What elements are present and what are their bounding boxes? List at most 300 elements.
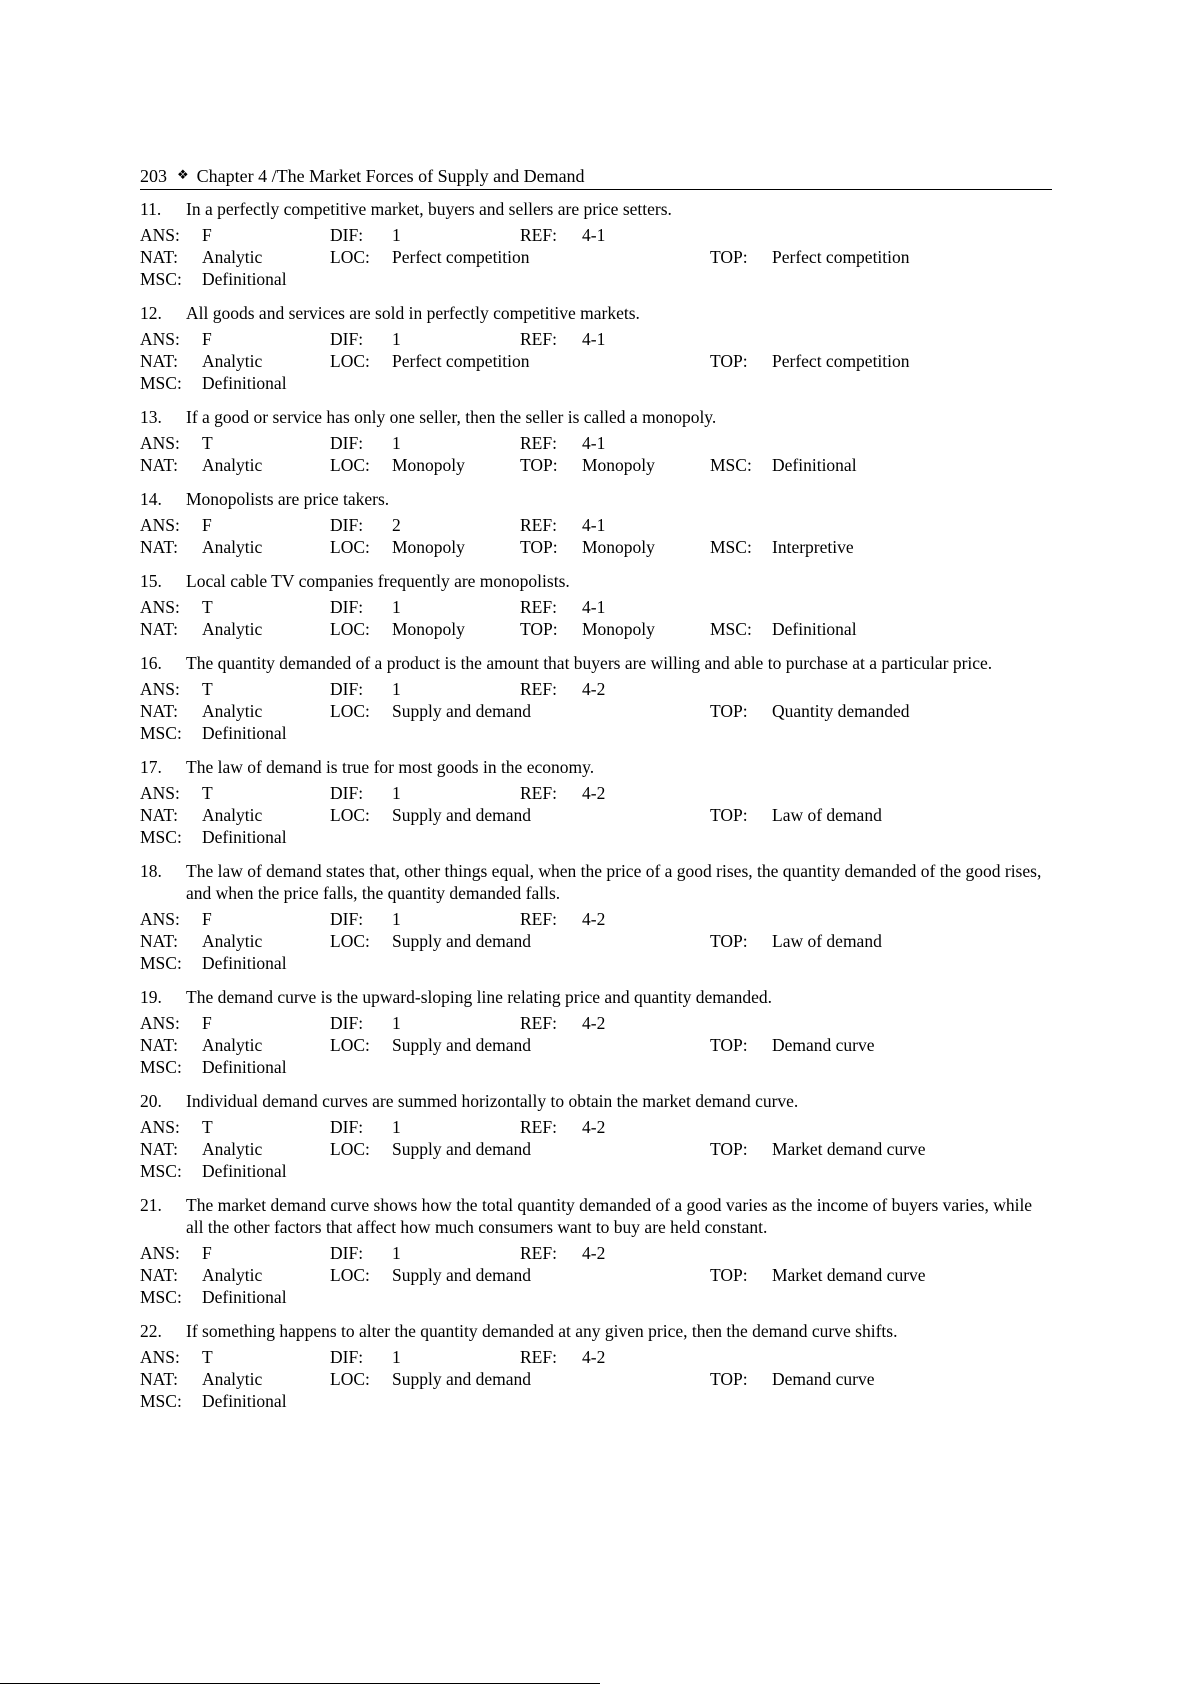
question-line [140,488,1052,510]
meta-value: Analytic [202,247,263,267]
meta-row-classification [140,536,1052,558]
meta-label: ANS: [140,909,180,929]
question-text: The law of demand states that, other things equal, when the price of a good rises, the quantity demanded of the good rises, and when the price falls, the quantity demanded falls. [186,861,1042,903]
meta-label: LOC: [330,351,370,371]
question-number: 18. [140,861,162,881]
question-text: In a perfectly competitive market, buyers and sellers are price setters. [186,199,672,219]
meta-row-answer [140,328,1052,350]
meta-loc [330,536,520,558]
meta-value: Definitional [202,1287,287,1307]
meta-ref [520,432,710,454]
meta-dif [330,596,520,618]
meta-label: DIF: [330,783,364,803]
meta-label: DIF: [330,515,364,535]
meta-label: LOC: [330,701,370,721]
meta-row-classification [140,930,1052,952]
question-item [140,1090,1052,1182]
meta-label: MSC: [710,455,752,475]
meta-value: 1 [392,679,401,699]
meta-value: 4-2 [582,1013,606,1033]
meta-top [520,536,710,558]
meta-top [710,700,1052,722]
meta-label: DIF: [330,1347,364,1367]
meta-value: 4-2 [582,909,606,929]
question-item [140,860,1052,974]
meta-nat [140,618,330,640]
question-line [140,198,1052,220]
meta-row-classification [140,700,1052,722]
meta-row-classification [140,1368,1052,1390]
meta-ans [140,678,330,700]
meta-label: ANS: [140,1117,180,1137]
page-number: 203 [140,166,167,186]
question-text: The quantity demanded of a product is the amount that buyers are willing and able to purchase at a particular price. [186,653,993,673]
meta-loc [330,350,710,372]
meta-value: Demand curve [772,1369,875,1389]
meta-label: DIF: [330,225,364,245]
meta-label: NAT: [140,537,179,557]
question-number: 14. [140,489,162,509]
meta-value: 1 [392,1117,401,1137]
meta-value: Analytic [202,351,263,371]
meta-top [710,246,1052,268]
meta-label: ANS: [140,1013,180,1033]
meta-value: 4-1 [582,225,606,245]
meta-value: Supply and demand [392,1035,532,1055]
meta-value: 1 [392,1243,401,1263]
question-item [140,488,1052,558]
meta-value: Monopoly [392,537,465,557]
meta-value: 4-2 [582,783,606,803]
question-line [140,1194,1052,1238]
question-list [140,198,1052,1424]
meta-value: T [202,1117,213,1137]
meta-value: 4-2 [582,1243,606,1263]
meta-row-msc [140,952,1052,974]
question-item [140,570,1052,640]
meta-top [710,1368,1052,1390]
meta-label: LOC: [330,537,370,557]
meta-dif [330,224,520,246]
meta-row-msc [140,268,1052,290]
meta-label: LOC: [330,1035,370,1055]
meta-value: Analytic [202,1369,263,1389]
question-line [140,302,1052,324]
meta-label: TOP: [710,805,748,825]
meta-value: Analytic [202,1265,263,1285]
meta-label: MSC: [140,723,182,743]
meta-value: Supply and demand [392,931,532,951]
meta-loc [330,930,710,952]
meta-label: MSC: [140,1287,182,1307]
meta-label: NAT: [140,805,179,825]
meta-loc [330,618,520,640]
question-item [140,198,1052,290]
meta-row-classification [140,246,1052,268]
meta-ref [520,782,710,804]
meta-label: ANS: [140,1347,180,1367]
meta-msc [710,454,1052,476]
meta-label: MSC: [140,1057,182,1077]
meta-msc [140,1390,330,1412]
meta-loc [330,454,520,476]
meta-ans [140,1346,330,1368]
meta-value: T [202,783,213,803]
meta-label: TOP: [710,1035,748,1055]
meta-label: REF: [520,597,557,617]
meta-row-classification [140,1034,1052,1056]
meta-row-answer [140,432,1052,454]
meta-label: NAT: [140,351,179,371]
meta-row-classification [140,1264,1052,1286]
meta-msc [140,372,330,394]
meta-value: Analytic [202,619,263,639]
meta-label: LOC: [330,247,370,267]
meta-label: REF: [520,1013,557,1033]
question-line [140,1320,1052,1342]
meta-label: MSC: [140,827,182,847]
meta-nat [140,1264,330,1286]
question-text: If something happens to alter the quantity demanded at any given price, then the demand curve shifts. [186,1321,898,1341]
meta-value: Perfect competition [392,351,530,371]
question-item [140,302,1052,394]
meta-value: 4-2 [582,679,606,699]
meta-row-answer [140,596,1052,618]
meta-value: Law of demand [772,805,882,825]
meta-ans [140,782,330,804]
meta-ans [140,596,330,618]
chapter-title: Chapter 4 /The Market Forces of Supply and Demand [196,166,585,186]
meta-label: ANS: [140,515,180,535]
meta-value: Market demand curve [772,1265,926,1285]
meta-row-answer [140,678,1052,700]
meta-ans [140,1116,330,1138]
meta-row-answer [140,1242,1052,1264]
meta-nat [140,700,330,722]
meta-value: 2 [392,515,401,535]
meta-loc [330,804,710,826]
meta-dif [330,1346,520,1368]
meta-msc [140,826,330,848]
meta-row-msc [140,722,1052,744]
meta-dif [330,1242,520,1264]
meta-row-classification [140,618,1052,640]
meta-label: DIF: [330,433,364,453]
question-text: If a good or service has only one seller, then the seller is called a monopoly. [186,407,717,427]
meta-value: Monopoly [582,537,655,557]
meta-value: Interpretive [772,537,854,557]
question-text: Monopolists are price takers. [186,489,390,509]
question-text: Local cable TV companies frequently are monopolists. [186,571,570,591]
meta-dif [330,782,520,804]
meta-nat [140,246,330,268]
meta-label: NAT: [140,1139,179,1159]
meta-value: Monopoly [392,619,465,639]
meta-label: NAT: [140,455,179,475]
meta-dif [330,328,520,350]
meta-value: 4-2 [582,1117,606,1137]
meta-value: Analytic [202,1035,263,1055]
meta-label: DIF: [330,679,364,699]
meta-value: Analytic [202,1139,263,1159]
meta-value: Monopoly [392,455,465,475]
meta-ans [140,1242,330,1264]
meta-label: DIF: [330,1243,364,1263]
meta-value: Demand curve [772,1035,875,1055]
meta-row-msc [140,826,1052,848]
meta-label: ANS: [140,783,180,803]
meta-ref [520,514,710,536]
meta-value: Quantity demanded [772,701,910,721]
meta-top [710,1138,1052,1160]
meta-ref [520,224,710,246]
meta-label: NAT: [140,247,179,267]
meta-label: TOP: [520,537,558,557]
meta-label: ANS: [140,225,180,245]
question-number: 11. [140,199,162,219]
meta-value: Analytic [202,537,263,557]
meta-value: Law of demand [772,931,882,951]
meta-ans [140,1012,330,1034]
meta-label: LOC: [330,805,370,825]
meta-value: Perfect competition [772,351,910,371]
meta-label: NAT: [140,931,179,951]
question-line [140,756,1052,778]
meta-dif [330,908,520,930]
meta-nat [140,1138,330,1160]
meta-value: F [202,515,212,535]
meta-row-answer [140,514,1052,536]
meta-msc [710,536,1052,558]
meta-msc [140,1056,330,1078]
meta-row-msc [140,1056,1052,1078]
meta-label: TOP: [710,247,748,267]
meta-value: Perfect competition [772,247,910,267]
meta-value: Analytic [202,805,263,825]
meta-row-classification [140,350,1052,372]
diamond-bullet-icon: ❖ [177,167,189,182]
meta-row-classification [140,804,1052,826]
meta-label: REF: [520,225,557,245]
meta-value: Monopoly [582,455,655,475]
meta-label: REF: [520,909,557,929]
meta-nat [140,1034,330,1056]
meta-label: TOP: [710,1265,748,1285]
meta-value: F [202,1243,212,1263]
question-text: The market demand curve shows how the total quantity demanded of a good varies as the income of buyers varies, while all the other factors that affect how much consumers want to buy are held constant. [186,1195,1033,1237]
meta-row-answer [140,782,1052,804]
meta-nat [140,1368,330,1390]
meta-nat [140,536,330,558]
meta-label: REF: [520,1243,557,1263]
meta-ans [140,224,330,246]
question-number: 15. [140,571,162,591]
meta-value: 1 [392,225,401,245]
question-item [140,1194,1052,1308]
meta-ref [520,908,710,930]
meta-label: REF: [520,1347,557,1367]
meta-msc [140,1286,330,1308]
meta-label: REF: [520,329,557,349]
meta-value: 4-1 [582,597,606,617]
meta-top [710,1034,1052,1056]
meta-value: Analytic [202,455,263,475]
meta-row-answer [140,908,1052,930]
meta-label: NAT: [140,1265,179,1285]
meta-value: Definitional [202,953,287,973]
meta-top [710,350,1052,372]
meta-value: Definitional [202,269,287,289]
meta-value: 4-1 [582,433,606,453]
meta-label: REF: [520,783,557,803]
meta-ref [520,1346,710,1368]
meta-value: Supply and demand [392,805,532,825]
meta-value: Definitional [202,1391,287,1411]
meta-label: LOC: [330,619,370,639]
meta-ans [140,328,330,350]
meta-value: Definitional [772,455,857,475]
meta-nat [140,350,330,372]
meta-label: LOC: [330,1139,370,1159]
meta-loc [330,1034,710,1056]
meta-label: TOP: [520,619,558,639]
meta-value: 4-1 [582,329,606,349]
question-number: 13. [140,407,162,427]
meta-top [520,618,710,640]
meta-msc [710,618,1052,640]
meta-ans [140,432,330,454]
meta-ref [520,596,710,618]
meta-label: MSC: [140,269,182,289]
question-line [140,1090,1052,1112]
meta-value: Perfect competition [392,247,530,267]
question-line [140,986,1052,1008]
meta-value: T [202,1347,213,1367]
meta-value: Definitional [772,619,857,639]
meta-value: 4-1 [582,515,606,535]
meta-label: TOP: [710,351,748,371]
meta-value: 1 [392,329,401,349]
meta-value: Definitional [202,723,287,743]
meta-msc [140,952,330,974]
question-number: 12. [140,303,162,323]
question-number: 21. [140,1195,162,1215]
meta-value: F [202,1013,212,1033]
meta-loc [330,1138,710,1160]
meta-label: DIF: [330,329,364,349]
meta-value: Analytic [202,931,263,951]
meta-label: TOP: [710,1369,748,1389]
question-number: 16. [140,653,162,673]
meta-value: Definitional [202,1161,287,1181]
meta-value: 1 [392,1347,401,1367]
meta-value: Supply and demand [392,1265,532,1285]
meta-value: F [202,909,212,929]
meta-label: DIF: [330,909,364,929]
meta-value: T [202,679,213,699]
meta-ref [520,328,710,350]
meta-nat [140,930,330,952]
meta-top [710,930,1052,952]
meta-msc [140,722,330,744]
meta-value: Monopoly [582,619,655,639]
meta-label: TOP: [710,931,748,951]
meta-label: MSC: [710,619,752,639]
meta-ref [520,1012,710,1034]
meta-value: 1 [392,597,401,617]
meta-label: DIF: [330,597,364,617]
meta-label: ANS: [140,679,180,699]
question-text: The demand curve is the upward-sloping line relating price and quantity demanded. [186,987,773,1007]
meta-ans [140,514,330,536]
meta-label: LOC: [330,931,370,951]
meta-label: MSC: [140,953,182,973]
question-text: Individual demand curves are summed horizontally to obtain the market demand curve. [186,1091,799,1111]
question-number: 19. [140,987,162,1007]
meta-msc [140,1160,330,1182]
meta-value: Definitional [202,1057,287,1077]
meta-row-answer [140,1012,1052,1034]
question-text: The law of demand is true for most goods in the economy. [186,757,595,777]
meta-label: REF: [520,679,557,699]
question-text: All goods and services are sold in perfectly competitive markets. [186,303,640,323]
meta-label: REF: [520,433,557,453]
question-line [140,860,1052,904]
meta-label: ANS: [140,433,180,453]
meta-dif [330,432,520,454]
meta-label: LOC: [330,1265,370,1285]
question-item [140,756,1052,848]
meta-value: Analytic [202,701,263,721]
meta-value: 4-2 [582,1347,606,1367]
meta-loc [330,1368,710,1390]
meta-label: REF: [520,515,557,535]
meta-nat [140,804,330,826]
meta-value: F [202,225,212,245]
meta-value: Supply and demand [392,1369,532,1389]
meta-top [710,804,1052,826]
meta-label: NAT: [140,619,179,639]
meta-ref [520,1116,710,1138]
meta-label: TOP: [520,455,558,475]
meta-value: Market demand curve [772,1139,926,1159]
meta-label: LOC: [330,455,370,475]
meta-row-answer [140,1346,1052,1368]
meta-row-msc [140,1390,1052,1412]
meta-row-answer [140,224,1052,246]
meta-loc [330,1264,710,1286]
meta-value: 1 [392,909,401,929]
question-item [140,406,1052,476]
meta-label: TOP: [710,1139,748,1159]
meta-msc [140,268,330,290]
meta-label: ANS: [140,329,180,349]
footer-rule [0,1683,600,1684]
meta-row-msc [140,1286,1052,1308]
meta-nat [140,454,330,476]
meta-dif [330,514,520,536]
meta-label: MSC: [140,1391,182,1411]
meta-loc [330,246,710,268]
meta-label: DIF: [330,1117,364,1137]
meta-row-classification [140,454,1052,476]
meta-label: REF: [520,1117,557,1137]
page-header [140,166,1052,190]
meta-row-answer [140,1116,1052,1138]
meta-label: NAT: [140,1035,179,1055]
meta-label: NAT: [140,701,179,721]
question-item [140,652,1052,744]
